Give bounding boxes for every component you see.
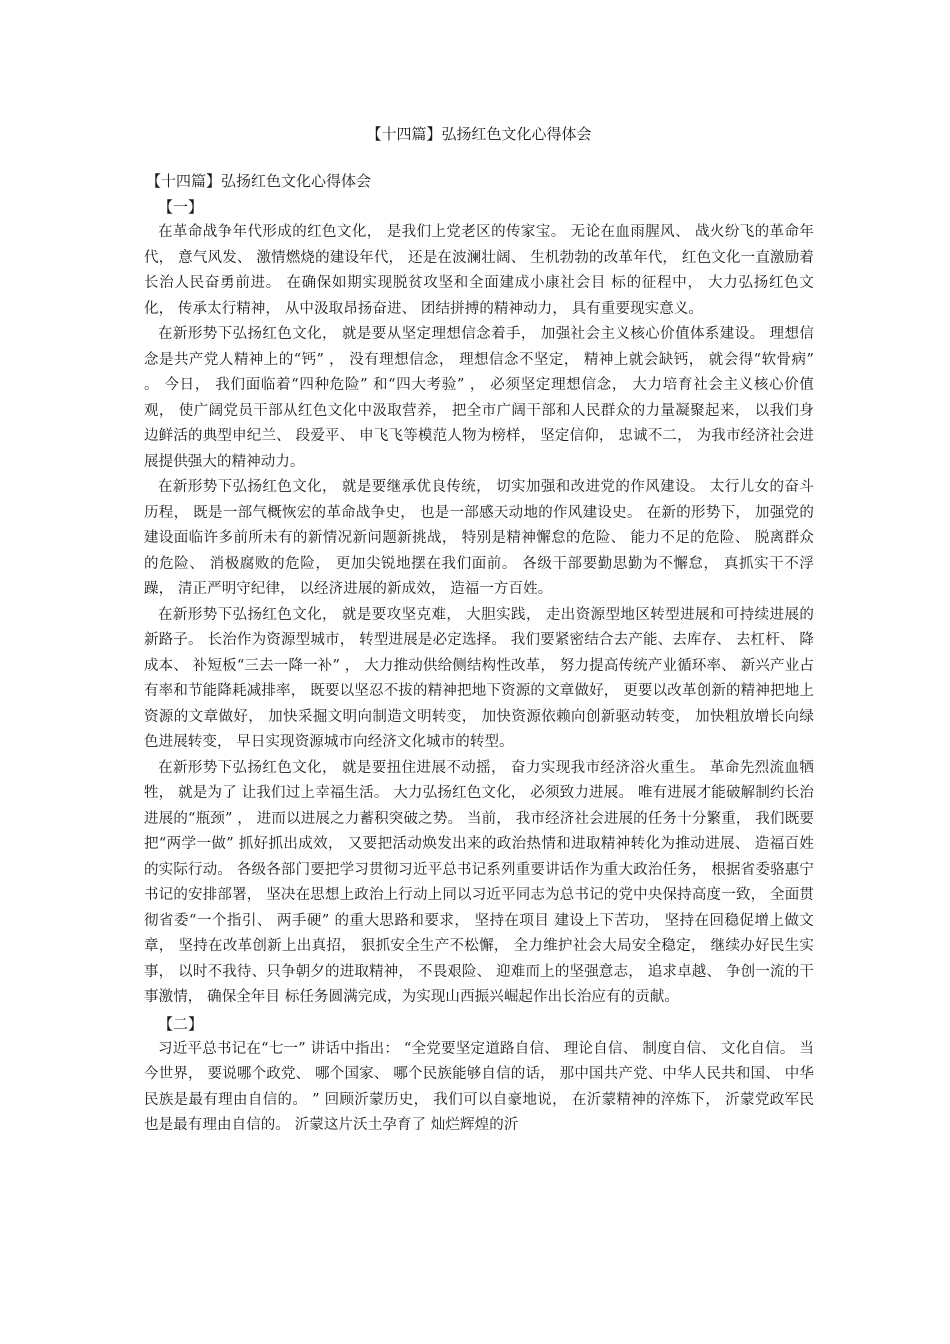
section-mark: 【二】 xyxy=(158,1014,204,1033)
document-page xyxy=(144,120,814,1139)
document-subtitle: 【十四篇】弘扬红色文化心得体会 xyxy=(146,172,372,190)
paragraph: 在新形势下弘扬红色文化， 就是要攻坚克难， 大胆实践， 走出资源型地区转型进展和可持续进展的新路子。 长治作为资源型城市， 转型进展是必定选择。 我们要紧密结合去产能、去库存、 去杠杆、 降成本、 补短板“三去一降一补” ， 大力推动供给侧结构性改革， 努力提高传统产业循环率、 新兴产业占有率和节能降耗减排率， 既要以坚忍不拔的精神把地下资源的文章做好， 更要以改革创新的精神把地上资源的文章做好， 加快采掘文明向制造文明转变， 加快资源依赖向创新驱动转变， 加快粗放增长向绿色进展转变， 早日实现资源城市向经济文化城市的转型。 xyxy=(144,606,814,750)
paragraph: 在新形势下弘扬红色文化， 就是要继承优良传统， 切实加强和改进党的作风建设。 太行儿女的奋斗历程， 既是一部气概恢宏的革命战争史， 也是一部感天动地的作风建设史。 在新的形势下， 加强党的建设面临许多前所未有的新情况新问题新挑战， 特别是精神懈怠的危险、 能力不足的危险、 脱离群众的危险、 消极腐败的危险， 更加尖锐地摆在我们面前。 各级干部要勤思勤为不懈怠， 真抓实干不浮躁， 清正严明守纪律， 以经济进展的新成效， 造福一方百姓。 xyxy=(144,479,814,597)
document-title: 【十四篇】弘扬红色文化心得体会 xyxy=(366,125,592,143)
section-mark: 【一】 xyxy=(158,198,204,216)
paragraph: 在革命战争年代形成的红色文化， 是我们上党老区的传家宝。 无论在血雨腥风、 战火纷飞的革命年代， 意气风发、 激情燃烧的建设年代， 还是在波澜壮阔、 生机勃勃的改革年代， 红色文化一直激励着长治人民奋勇前进。 在确保如期实现脱贫攻坚和全面建成小康社会目 标的征程中， 大力弘扬红色文化， 传承太行精神， 从中汲取昂扬奋进、 团结拼搏的精神动力， 具有重要现实意义。 xyxy=(144,224,814,317)
section-2 xyxy=(144,1011,814,1139)
paragraph: 在新形势下弘扬红色文化， 就是要从坚定理想信念着手， 加强社会主义核心价值体系建设。 理想信念是共产党人精神上的“钙” ， 没有理想信念， 理想信念不坚定， 精神上就会缺钙， 就会得“软骨病” 。 今日， 我们面临着“四种危险” 和“四大考验” ， 必须坚定理想信念， 大力培育社会主义核心价值观， 使广阔党员干部从红色文化中汲取营养， 把全市广阔干部和人民群众的力量凝聚起来， 以我们身边鲜活的典型申纪兰、 段爱平、 申飞飞等模范人物为榜样， 坚定信仰， 忠诚不二， 为我市经济社会进展提供强大的精神动力。 xyxy=(144,326,814,470)
paragraph: 习近平总书记在“七一” 讲话中指出： “全党要坚定道路自信、 理论自信、 制度自信、 文化自信。 当今世界， 要说哪个政党、 哪个国家、 哪个民族能够自信的话， 那中国共产党、中华人民共和国、 中华民族是最有理由自信的。 ” 回顾沂蒙历史， 我们可以自豪地说， 在沂蒙精神的淬炼下， 沂蒙党政军民也是最有理由自信的。 沂蒙这片沃土孕育了 灿烂辉煌的沂 xyxy=(144,1040,814,1133)
paragraph: 在新形势下弘扬红色文化， 就是要扭住进展不动摇， 奋力实现我市经济浴火重生。 革命先烈流血牺牲， 就是为了 让我们过上幸福生活。 大力弘扬红色文化， 必须致力进展。 唯有进展才能破解制约长治进展的“瓶颈” ， 进而以进展之力蓄积突破之势。 当前， 我市经济社会进展的任务十分繁重， 我们既要把“两学一做” 抓好抓出成效， 又要把活动焕发出来的政治热情和进取精神转化为推动进展、 造福百姓的实际行动。 各级各部门要把学习贯彻习近平总书记系列重要讲话作为重大政治任务， 根据省委骆惠宁书记的安排部署， 坚决在思想上政治上行动上同以习近平同志为总书记的党中央保持高度一致， 全面贯彻省委“一个指引、 两手硬” 的重大思路和要求， 坚持在项目 建设上下苦功， 坚持在回稳促增上做文章， 坚持在改革创新上出真招， 狠抓安全生产不松懈， 全力维护社会大局安全稳定， 继续办好民生实事， 以时不我待、只争朝夕的进取精神， 不畏艰险、 迎难而上的坚强意志， 追求卓越、 争创一流的干事激情， 确保全年目 标任务圆满完成，为实现山西振兴崛起作出长治应有的贡献。 xyxy=(144,759,814,1005)
section-1 xyxy=(144,194,814,1011)
